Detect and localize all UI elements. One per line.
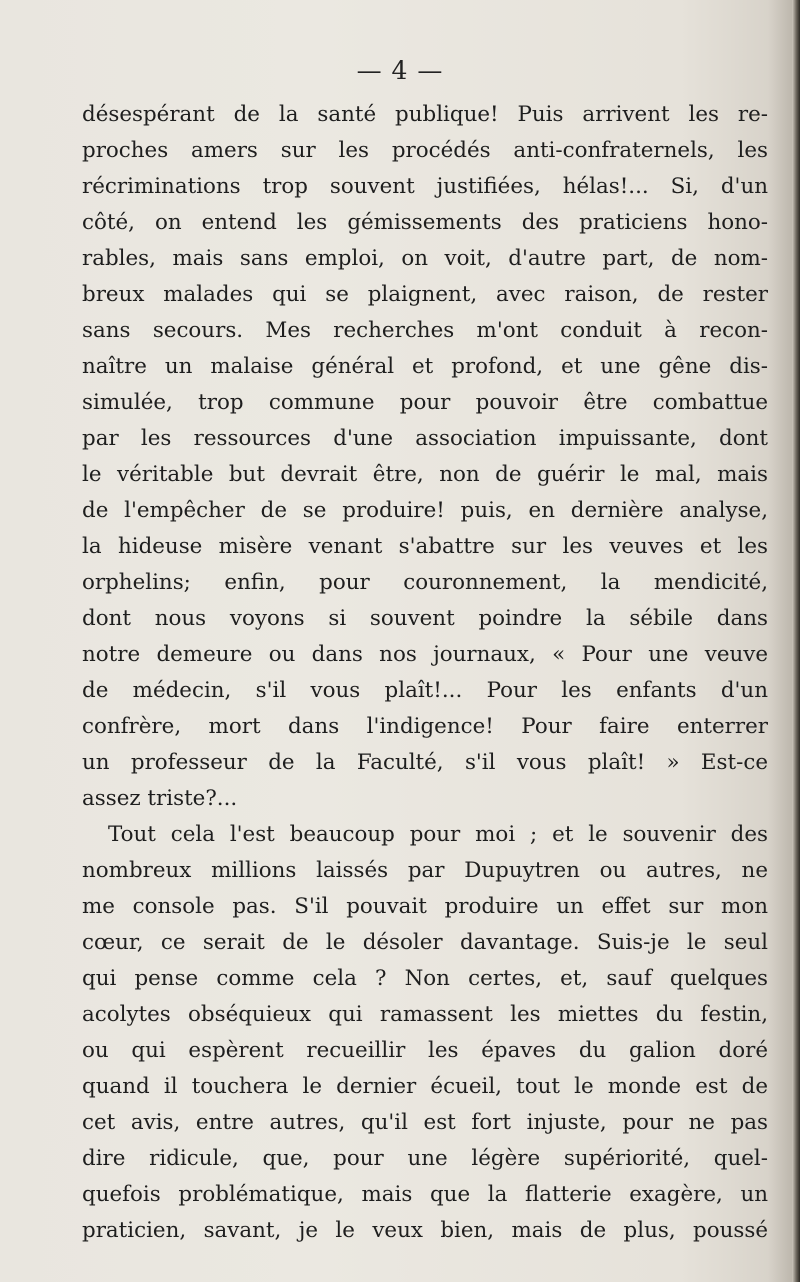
text-line: confrère, mort dans l'indigence! Pour faire enterrer xyxy=(82,714,768,739)
text-line: quand il touchera le dernier écueil, tout le monde est de xyxy=(82,1074,768,1099)
text-line: par les ressources d'une association impuissante, dont xyxy=(82,426,768,451)
page-edge-shadow xyxy=(792,0,800,1282)
text-line: notre demeure ou dans nos journaux, « Pour une veuve xyxy=(82,642,768,667)
text-line: cet avis, entre autres, qu'il est fort injuste, pour ne pas xyxy=(82,1110,768,1135)
text-line: dont nous voyons si souvent poindre la sébile dans xyxy=(82,606,768,631)
text-line: de médecin, s'il vous plaît!... Pour les enfants d'un xyxy=(82,678,768,703)
text-line: rables, mais sans emploi, on voit, d'autre part, de nom- xyxy=(82,246,768,271)
text-line: acolytes obséquieux qui ramassent les miettes du festin, xyxy=(82,1002,768,1027)
text-line: la hideuse misère venant s'abattre sur les veuves et les xyxy=(82,534,768,559)
text-line: simulée, trop commune pour pouvoir être combattue xyxy=(82,390,768,415)
text-line: de l'empêcher de se produire! puis, en dernière analyse, xyxy=(82,498,768,523)
text-line: ou qui espèrent recueillir les épaves du galion doré xyxy=(82,1038,768,1063)
text-line: dire ridicule, que, pour une légère supériorité, quel- xyxy=(82,1146,768,1171)
text-line: qui pense comme cela ? Non certes, et, sauf quelques xyxy=(82,966,768,991)
text-line: côté, on entend les gémissements des praticiens hono- xyxy=(82,210,768,235)
body-text xyxy=(82,97,768,1249)
page-number: — 4 — xyxy=(356,56,444,85)
text-line: proches amers sur les procédés anti-confraternels, les xyxy=(82,138,768,163)
text-line: sans secours. Mes recherches m'ont conduit à recon- xyxy=(82,318,768,343)
text-line: nombreux millions laissés par Dupuytren ou autres, ne xyxy=(82,858,768,883)
text-line: le véritable but devrait être, non de guérir le mal, mais xyxy=(82,462,768,487)
text-line: cœur, ce serait de le désoler davantage. Suis-je le seul xyxy=(82,930,768,955)
text-line: désespérant de la santé publique! Puis arrivent les re- xyxy=(82,102,768,127)
text-line: orphelins; enfin, pour couronnement, la mendicité, xyxy=(82,570,768,595)
text-line: me console pas. S'il pouvait produire un effet sur mon xyxy=(82,894,768,919)
text-line: naître un malaise général et profond, et une gêne dis- xyxy=(82,354,768,379)
text-line: breux malades qui se plaignent, avec raison, de rester xyxy=(82,282,768,307)
text-line: un professeur de la Faculté, s'il vous plaît! » Est-ce xyxy=(82,750,768,775)
text-line: quefois problématique, mais que la flatterie exagère, un xyxy=(82,1182,768,1207)
paragraph-start-line: Tout cela l'est beaucoup pour moi ; et le souvenir des xyxy=(108,822,768,847)
text-line: praticien, savant, je le veux bien, mais de plus, poussé xyxy=(82,1218,768,1243)
text-line: récriminations trop souvent justifiées, hélas!... Si, d'un xyxy=(82,174,768,199)
paragraph-end-line: assez triste?... xyxy=(82,786,238,811)
